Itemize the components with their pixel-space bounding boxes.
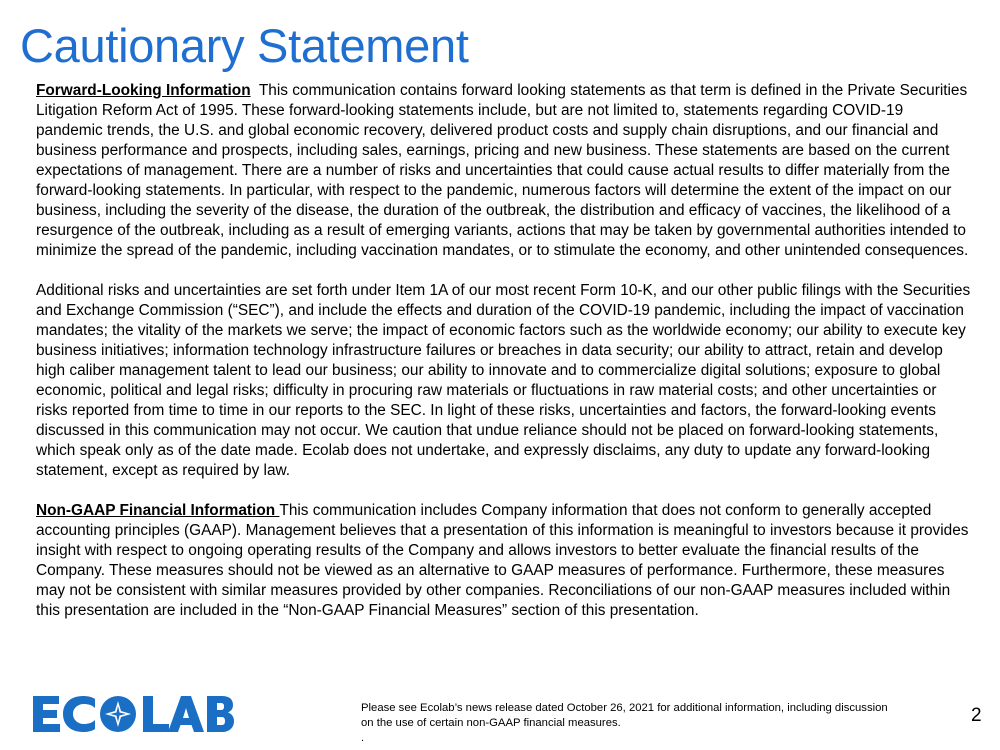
footnote-dot: . [361, 732, 365, 744]
slide-title: Cautionary Statement [20, 19, 469, 72]
non-gaap-paragraph [36, 501, 972, 621]
additional-risks-text: Additional risks and uncertainties are set forth under Item 1A of our most recent Form 10-K, and our other public filings with the Securities and Exchange Commission (“SEC”), and include the effects and duration of the COVID-19 pandemic, including the impact of vaccination mandates; the vitality of the markets we serve; the impact of economic factors such as the worldwide economy; our ability to execute key business initiatives; information technology infrastructure failures or breaches in data security; our ability to attract, retain and develop high caliber management talent to lead our business; our ability to innovate and to commercialize digital solutions; exposure to global economic, political and legal risks; difficulty in procuring raw materials or fluctuations in raw material costs; and other uncertainties or risks reported from time to time in our reports to the SEC. In light of these risks, uncertainties and factors, the forward-looking events discussed in this communication may not occur. We caution that undue reliance should not be placed on forward-looking statements, which speak only as of the date made. Ecolab does not undertake, and expressly disclaims, any duty to update any forward-looking statement, except as required by law. [36, 282, 971, 479]
forward-looking-text: This communication contains forward looking statements as that term is defined in the Private Securities Litigation Reform Act of 1995. These forward-looking statements include, but are not limited to, statements regarding COVID-19 pandemic trends, the U.S. and global economic recovery, delivered product costs and supply chain disruptions, and our financial and business performance and prospects, including sales, earnings, pricing and new business. These statements are based on the current expectations of management. There are a number of risks and uncertainties that could cause actual results to differ materially from the forward-looking statements. In particular, with respect to the pandemic, numerous factors will determine the extent of the impact on our business, including the severity of the disease, the duration of the outbreak, the distribution and efficacy of vaccines, the likelihood of a resurgence of the outbreak, including as a result of emerging variants, actions that may be taken by governmental authorities intended to minimize the spread of the pandemic, including vaccination mandates, or to stimulate the economy, and other unintended consequences. [36, 82, 972, 259]
footnote: Please see Ecolab’s news release dated October 26, 2021 for additional information, including discussion on the use of certain non-GAAP financial measures. [361, 702, 888, 729]
forward-looking-paragraph [36, 81, 972, 261]
non-gaap-heading: Non-GAAP Financial Information [36, 502, 280, 519]
page-number: 2 [971, 705, 982, 726]
cautionary-body [36, 81, 972, 641]
additional-risks-paragraph [36, 281, 972, 481]
non-gaap-text: This communication includes Company information that does not conform to generally accepted accounting principles (GAAP). Management believes that a presentation of this information is meaningful to investors because it provides insight with respect to ongoing operating results of the Company and allows investors to better evaluate the financial results of the Company. These measures should not be viewed as an alternative to GAAP measures of performance. Furthermore, these measures may not be consistent with similar measures provided by other companies. Reconciliations of our non-GAAP measures included within this presentation are included in the “Non-GAAP Financial Measures” section of this presentation. [36, 502, 969, 619]
ecolab-logo [33, 693, 235, 735]
forward-looking-heading: Forward-Looking Information [36, 82, 251, 99]
